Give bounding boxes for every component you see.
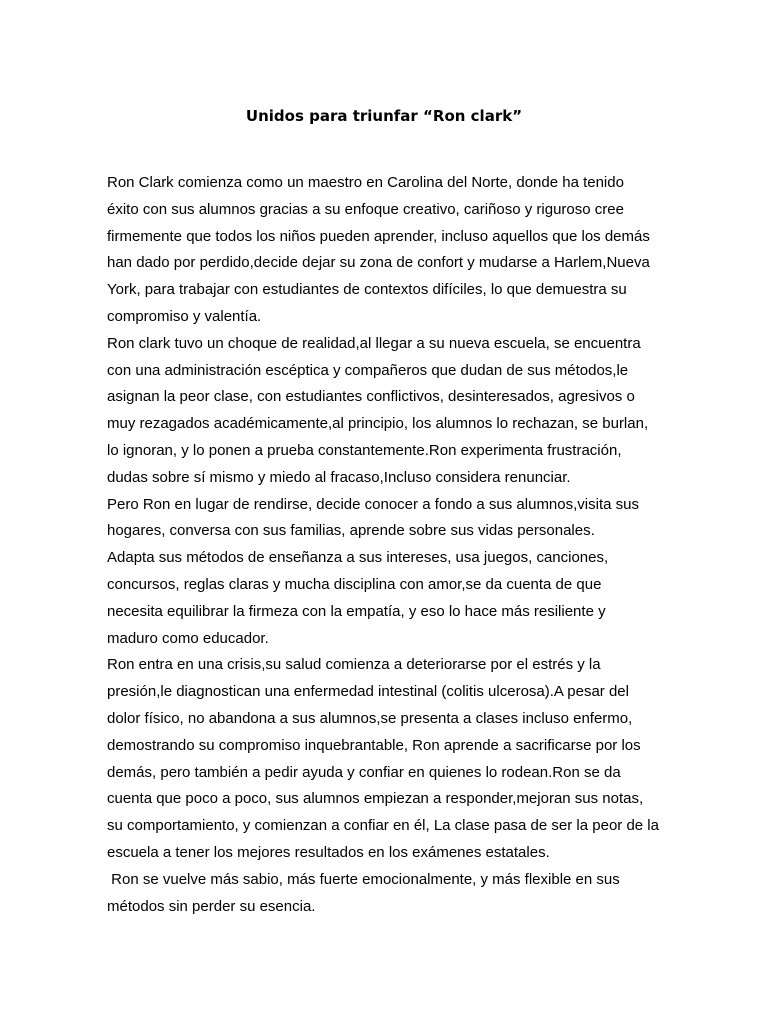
body-line: Ron entra en una crisis,su salud comienza a deteriorarse por el estrés y la	[107, 656, 601, 674]
body-line: éxito con sus alumnos gracias a su enfoque creativo, cariñoso y riguroso cree	[107, 200, 624, 218]
body-line: han dado por perdido,decide dejar su zona de confort y mudarse a Harlem,Nueva	[107, 254, 650, 272]
body-line: escuela a tener los mejores resultados en los exámenes estatales.	[107, 843, 550, 861]
body-line: maduro como educador.	[107, 629, 269, 647]
body-line: Adapta sus métodos de enseñanza a sus intereses, usa juegos, canciones,	[107, 549, 609, 567]
body-line: asignan la peor clase, con estudiantes conflictivos, desinteresados, agresivos o	[107, 388, 635, 406]
body-line: concursos, reglas claras y mucha disciplina con amor,se da cuenta de que	[107, 575, 602, 593]
body-line: York, para trabajar con estudiantes de contextos difíciles, lo que demuestra su	[107, 281, 627, 299]
body-line: dudas sobre sí mismo y miedo al fracaso,Incluso considera renunciar.	[107, 468, 571, 486]
body-line: con una administración escéptica y compañeros que dudan de sus métodos,le	[107, 361, 629, 379]
body-line: su comportamiento, y comienzan a confiar en él, La clase pasa de ser la peor de la	[107, 817, 659, 835]
body-line: dolor físico, no abandona a sus alumnos,se presenta a clases incluso enfermo,	[107, 709, 633, 727]
document-title: Unidos para triunfar “Ron clark”	[245, 107, 523, 125]
body-line: Ron clark tuvo un choque de realidad,al llegar a su nueva escuela, se encuentra	[107, 334, 641, 352]
body-line: firmemente que todos los niños pueden aprender, incluso aquellos que los demás	[107, 227, 650, 245]
body-line: presión,le diagnostican una enfermedad intestinal (colitis ulcerosa).A pesar del	[107, 683, 629, 701]
document-body	[107, 170, 667, 920]
body-line: Ron se vuelve más sabio, más fuerte emocionalmente, y más flexible en sus	[107, 870, 620, 888]
body-line: hogares, conversa con sus familias, aprende sobre sus vidas personales.	[107, 522, 595, 540]
body-line: necesita equilibrar la firmeza con la empatía, y eso lo hace más resiliente y	[107, 602, 606, 620]
body-line: Pero Ron en lugar de rendirse, decide conocer a fondo a sus alumnos,visita sus	[107, 495, 639, 513]
body-line: demostrando su compromiso inquebrantable, Ron aprende a sacrificarse por los	[107, 736, 641, 754]
body-line: cuenta que poco a poco, sus alumnos empiezan a responder,mejoran sus notas,	[107, 790, 644, 808]
body-line: demás, pero también a pedir ayuda y confiar en quienes lo rodean.Ron se da	[107, 763, 621, 781]
body-line: muy rezagados académicamente,al principio, los alumnos lo rechazan, se burlan,	[107, 415, 649, 433]
body-line: Ron Clark comienza como un maestro en Carolina del Norte, donde ha tenido	[107, 174, 624, 191]
body-line: métodos sin perder su esencia.	[107, 897, 316, 915]
body-line: lo ignoran, y lo ponen a prueba constantemente.Ron experimenta frustración,	[107, 441, 622, 459]
body-line: compromiso y valentía.	[107, 307, 262, 325]
